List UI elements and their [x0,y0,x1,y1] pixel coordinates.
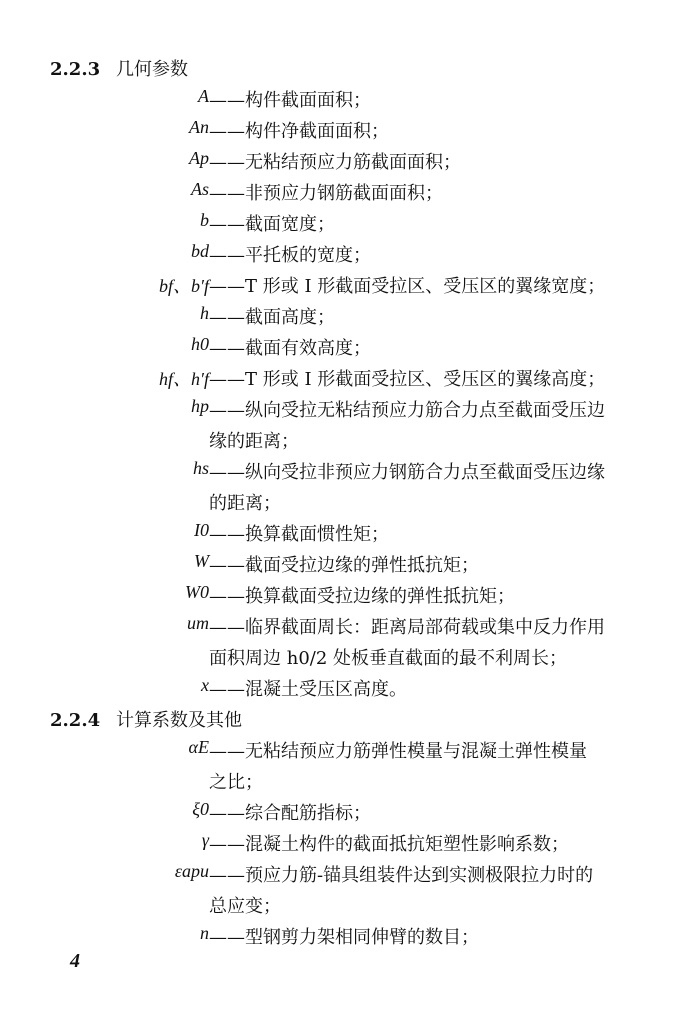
list-item [0,365,697,391]
description: ——截面高度； [209,307,335,328]
description: ——预应力筋-锚具组装件达到实测极限拉力时的 [209,865,594,886]
symbol: An [189,117,209,137]
symbol: bf、b′f [159,276,209,296]
list-item [0,303,697,329]
list-item [0,458,697,484]
list-item [0,179,697,205]
list-item [0,923,697,949]
description-continuation: 缘的距离； [209,431,299,452]
list-item [0,830,697,856]
description: ——截面宽度； [209,214,335,235]
symbol: A [198,86,209,106]
description: ——临界截面周长：距离局部荷载或集中反力作用 [209,617,605,638]
list-item [0,613,697,639]
description-continuation: 之比； [209,772,263,793]
section-number: 2.2.4 [50,710,101,731]
list-item [0,675,697,701]
description: ——T 形或 I 形截面受拉区、受压区的翼缘高度； [209,369,606,390]
list-item [0,582,697,608]
description-continuation: 总应变； [209,896,281,917]
list-item [0,334,697,360]
symbol: b [200,210,209,230]
description: ——T 形或 I 形截面受拉区、受压区的翼缘宽度； [209,276,606,297]
symbol: I0 [194,520,209,540]
list-item [0,737,697,763]
description-continuation: 的距离； [209,493,281,514]
description: ——综合配筋指标； [209,803,371,824]
list-item [0,272,697,298]
list-item [0,241,697,267]
list-item [0,117,697,143]
section-heading-2-2-4 [50,706,242,732]
symbol: W0 [185,582,209,602]
symbol: hp [191,396,209,416]
description: ——换算截面受拉边缘的弹性抵抗矩； [209,586,515,607]
symbol: W [194,551,209,571]
description: ——混凝土构件的截面抵抗矩塑性影响系数； [209,834,569,855]
description: ——构件截面面积； [209,90,371,111]
section-title: 几何参数 [116,59,188,80]
symbol: bd [191,241,209,261]
symbol: εapu [174,861,209,881]
list-item [0,86,697,112]
list-item [0,148,697,174]
section-number: 2.2.3 [50,59,101,80]
list-item [0,520,697,546]
description: ——截面受拉边缘的弹性抵抗矩； [209,555,479,576]
symbol: hf、h′f [159,369,209,389]
page-number: 4 [70,950,80,972]
description: ——无粘结预应力筋弹性模量与混凝土弹性模量 [209,741,587,762]
list-item [0,551,697,577]
symbol: Ap [189,148,209,168]
section-title: 计算系数及其他 [116,710,242,731]
description: ——构件净截面面积； [209,121,389,142]
symbol: ξ0 [192,799,209,819]
description: ——混凝土受压区高度。 [209,679,407,700]
symbol: αE [188,737,209,757]
description: ——换算截面惯性矩； [209,524,389,545]
description: ——纵向受拉无粘结预应力筋合力点至截面受压边 [209,400,605,421]
description: ——截面有效高度； [209,338,371,359]
list-item [0,210,697,236]
symbol: h [200,303,209,323]
description-continuation: 面积周边 h0/2 处板垂直截面的最不利周长； [209,648,568,669]
symbol: um [187,613,209,633]
list-item [0,861,697,887]
description: ——型钢剪力架相同伸臂的数目； [209,927,479,948]
section-heading-2-2-3 [50,55,188,81]
list-item [0,396,697,422]
description: ——平托板的宽度； [209,245,371,266]
description: ——纵向受拉非预应力钢筋合力点至截面受压边缘 [209,462,605,483]
list-item [0,799,697,825]
description: ——非预应力钢筋截面面积； [209,183,443,204]
description: ——无粘结预应力筋截面面积； [209,152,461,173]
symbol: As [191,179,209,199]
symbol: hs [192,458,209,478]
symbol: x [201,675,209,695]
symbol: n [200,923,209,943]
symbol: h0 [191,334,209,354]
symbol: γ [201,830,209,850]
